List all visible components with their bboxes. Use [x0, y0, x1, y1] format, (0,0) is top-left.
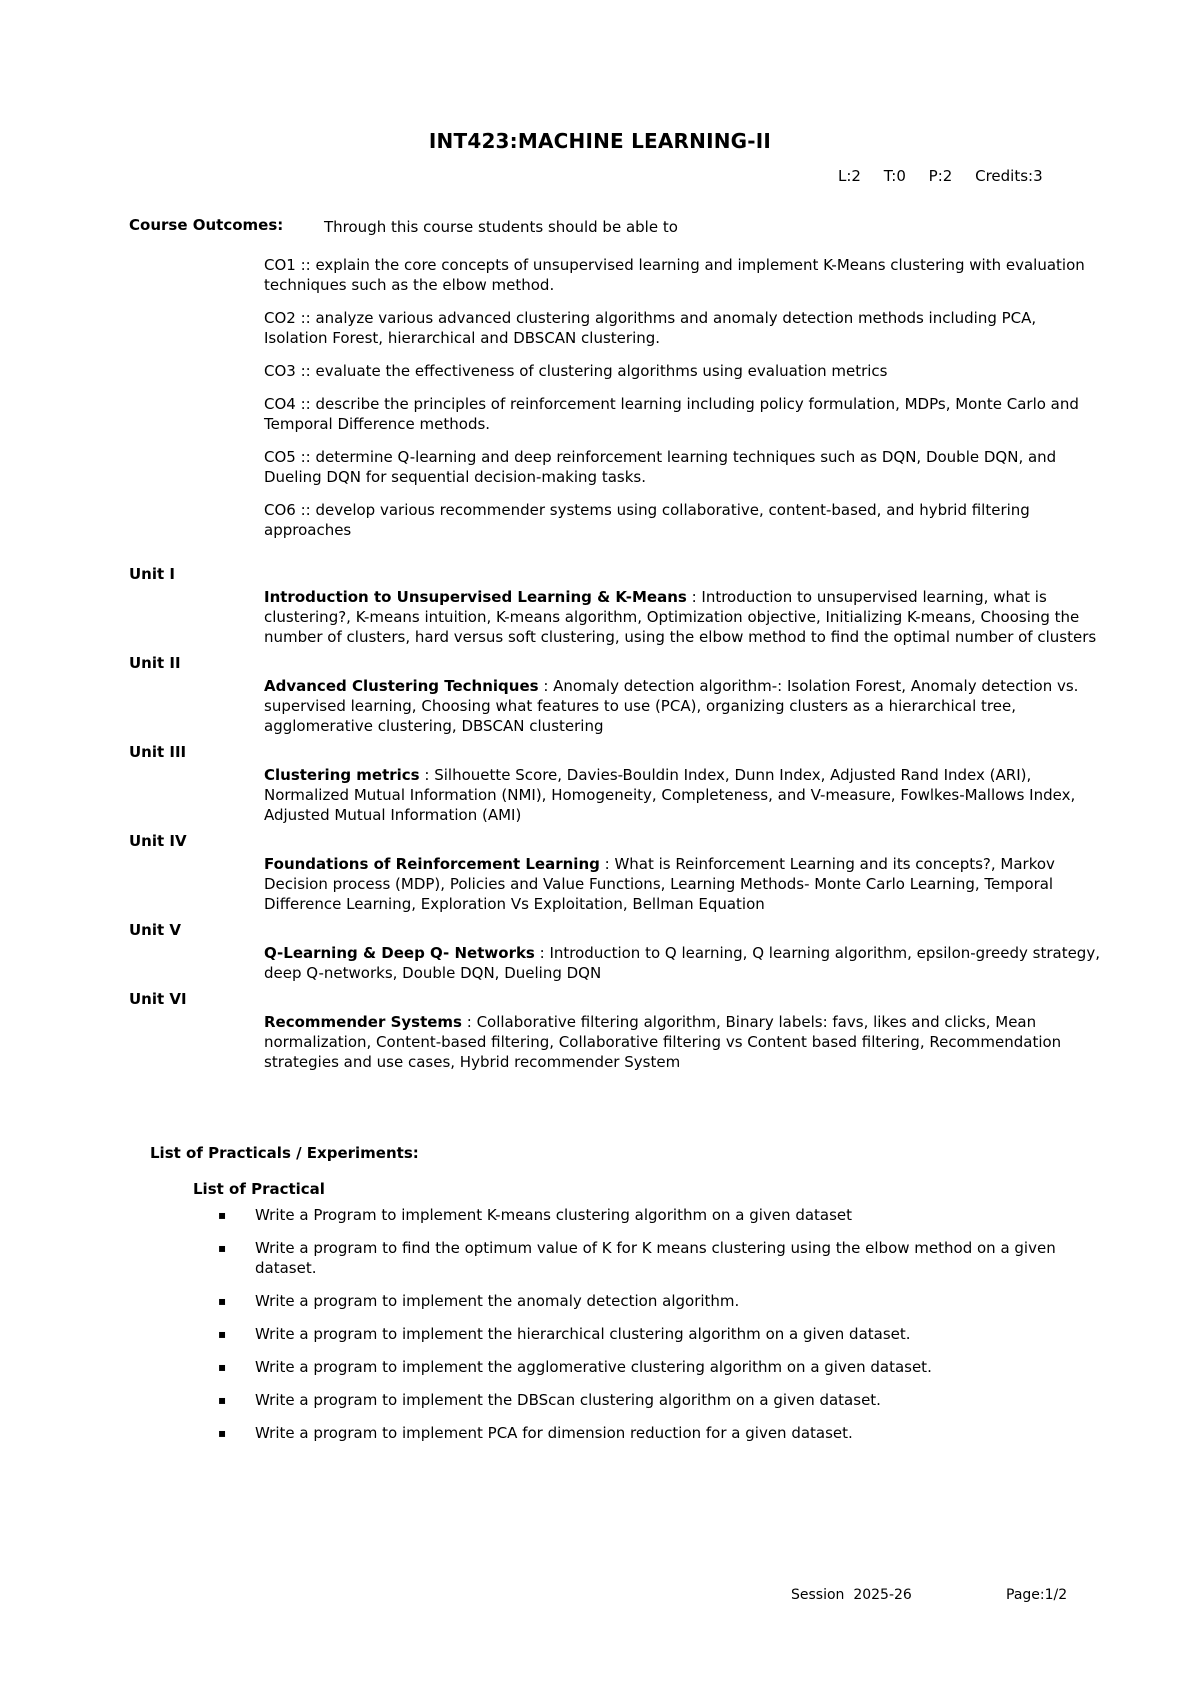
unit-content: : Silhouette Score, Davies-Bouldin Index, Dunn Index, Adjusted Rand Index (ARI), Normalized Mutual Information (NMI), Homogeneity, Completeness, and V-measure, Fowlkes-Mallows Index, Adjusted Mutual Information (AMI) [264, 766, 1076, 824]
unit-1 [129, 564, 1104, 647]
practical-text: Write a program to implement the anomaly detection algorithm. [255, 1292, 740, 1310]
unit-content: : Collaborative filtering algorithm, Binary labels: favs, likes and clicks, Mean normalization, Content-based filtering, Collaborative filtering vs Content based filtering, Recommendation strategies and use cases, Hybrid recommender System [264, 1013, 1062, 1071]
unit-label: Unit VI [129, 990, 187, 1008]
unit-content: : What is Reinforcement Learning and its concepts?, Markov Decision process (MDP), Policies and Value Functions, Learning Methods- Monte Carlo Learning, Temporal Difference Learning, Exploration Vs Exploitation, Bellman Equation [264, 855, 1055, 913]
unit-topic: Clustering metrics [264, 766, 420, 784]
course-outcome-3: CO3 :: evaluate the effectiveness of clustering algorithms using evaluation metrics [264, 362, 888, 380]
unit-5 [129, 920, 1104, 983]
course-title: INT423:MACHINE LEARNING-II [428, 129, 772, 153]
bullet-icon: ▪ [218, 1360, 227, 1374]
bullet-icon: ▪ [218, 1426, 227, 1440]
credits: Credits:3 [975, 167, 1043, 185]
unit-topic: Q-Learning & Deep Q- Networks [264, 944, 535, 962]
practicals-list [218, 1205, 1098, 1456]
unit-6 [129, 989, 1104, 1072]
practical-text: Write a program to implement PCA for dimension reduction for a given dataset. [255, 1424, 853, 1442]
practical-text: Write a Program to implement K-means clustering algorithm on a given dataset [255, 1206, 853, 1224]
course-outcome-5: CO5 :: determine Q-learning and deep reinforcement learning techniques such as DQN, Double DQN, and Dueling DQN for sequential decision-making tasks. [264, 448, 1057, 486]
unit-body [264, 943, 1104, 983]
unit-topic: Recommender Systems [264, 1013, 462, 1031]
unit-content: : Anomaly detection algorithm-: Isolation Forest, Anomaly detection vs. supervised learning, Choosing what features to use (PCA), organizing clusters as a hierarchical tree, agglomerative clustering, DBSCAN clustering [264, 677, 1079, 735]
list-item [218, 1238, 1098, 1278]
unit-body [264, 587, 1104, 647]
course-outcomes-list [264, 255, 1104, 553]
practical-hours: P:2 [928, 167, 953, 185]
unit-topic: Foundations of Reinforcement Learning [264, 855, 600, 873]
practicals-heading: List of Practicals / Experiments: [150, 1144, 419, 1162]
unit-body [264, 1012, 1104, 1072]
list-item [218, 1390, 1098, 1410]
unit-body [264, 854, 1104, 914]
unit-topic: Advanced Clustering Techniques [264, 677, 539, 695]
bullet-icon: ▪ [218, 1393, 227, 1407]
unit-content: : Introduction to Q learning, Q learning algorithm, epsilon-greedy strategy, deep Q-networks, Double DQN, Dueling DQN [264, 944, 1100, 982]
unit-label: Unit III [129, 743, 187, 761]
practical-text: Write a program to find the optimum value of K for K means clustering using the elbow method on a given dataset. [255, 1239, 1056, 1277]
unit-topic: Introduction to Unsupervised Learning & K-Means [264, 588, 687, 606]
unit-4 [129, 831, 1104, 914]
tutorial-hours: T:0 [883, 167, 906, 185]
course-outcomes-heading: Course Outcomes: [129, 216, 284, 234]
unit-body [264, 676, 1104, 736]
lecture-hours: L:2 [838, 167, 861, 185]
bullet-icon: ▪ [218, 1241, 227, 1255]
course-outcome-2: CO2 :: analyze various advanced clustering algorithms and anomaly detection methods including PCA, Isolation Forest, hierarchical and DBSCAN clustering. [264, 309, 1037, 347]
footer-page-number: Page:1/2 [1006, 1587, 1068, 1603]
list-item [218, 1423, 1098, 1443]
course-outcome-1: CO1 :: explain the core concepts of unsupervised learning and implement K-Means clustering with evaluation techniques such as the elbow method. [264, 256, 1085, 294]
bullet-icon: ▪ [218, 1327, 227, 1341]
credit-structure [838, 166, 1061, 186]
course-outcome-4: CO4 :: describe the principles of reinforcement learning including policy formulation, MDPs, Monte Carlo and Temporal Difference methods. [264, 395, 1079, 433]
unit-2 [129, 653, 1104, 736]
unit-body [264, 765, 1104, 825]
practical-text: Write a program to implement the agglomerative clustering algorithm on a given dataset. [255, 1358, 932, 1376]
list-item [218, 1291, 1098, 1311]
course-outcomes-intro: Through this course students should be able to [324, 218, 678, 236]
unit-label: Unit IV [129, 832, 187, 850]
list-item [218, 1357, 1098, 1377]
practical-text: Write a program to implement the hierarchical clustering algorithm on a given dataset. [255, 1325, 911, 1343]
bullet-icon: ▪ [218, 1208, 227, 1222]
unit-content: : Introduction to unsupervised learning, what is clustering?, K-means intuition, K-means algorithm, Optimization objective, Initializing K-means, Choosing the number of clusters, hard versus soft clustering, using the elbow method to find the optimal number of clusters [264, 588, 1097, 646]
unit-label: Unit II [129, 654, 181, 672]
course-outcome-6: CO6 :: develop various recommender systems using collaborative, content-based, and hybrid filtering approaches [264, 501, 1030, 539]
list-item [218, 1324, 1098, 1344]
list-item [218, 1205, 1098, 1225]
units-section [129, 564, 1104, 1078]
practical-text: Write a program to implement the DBScan clustering algorithm on a given dataset. [255, 1391, 881, 1409]
unit-3 [129, 742, 1104, 825]
unit-label: Unit I [129, 565, 175, 583]
practicals-subheading: List of Practical [193, 1180, 325, 1198]
unit-label: Unit V [129, 921, 182, 939]
footer-session: Session 2025-26 [791, 1587, 912, 1603]
bullet-icon: ▪ [218, 1294, 227, 1308]
